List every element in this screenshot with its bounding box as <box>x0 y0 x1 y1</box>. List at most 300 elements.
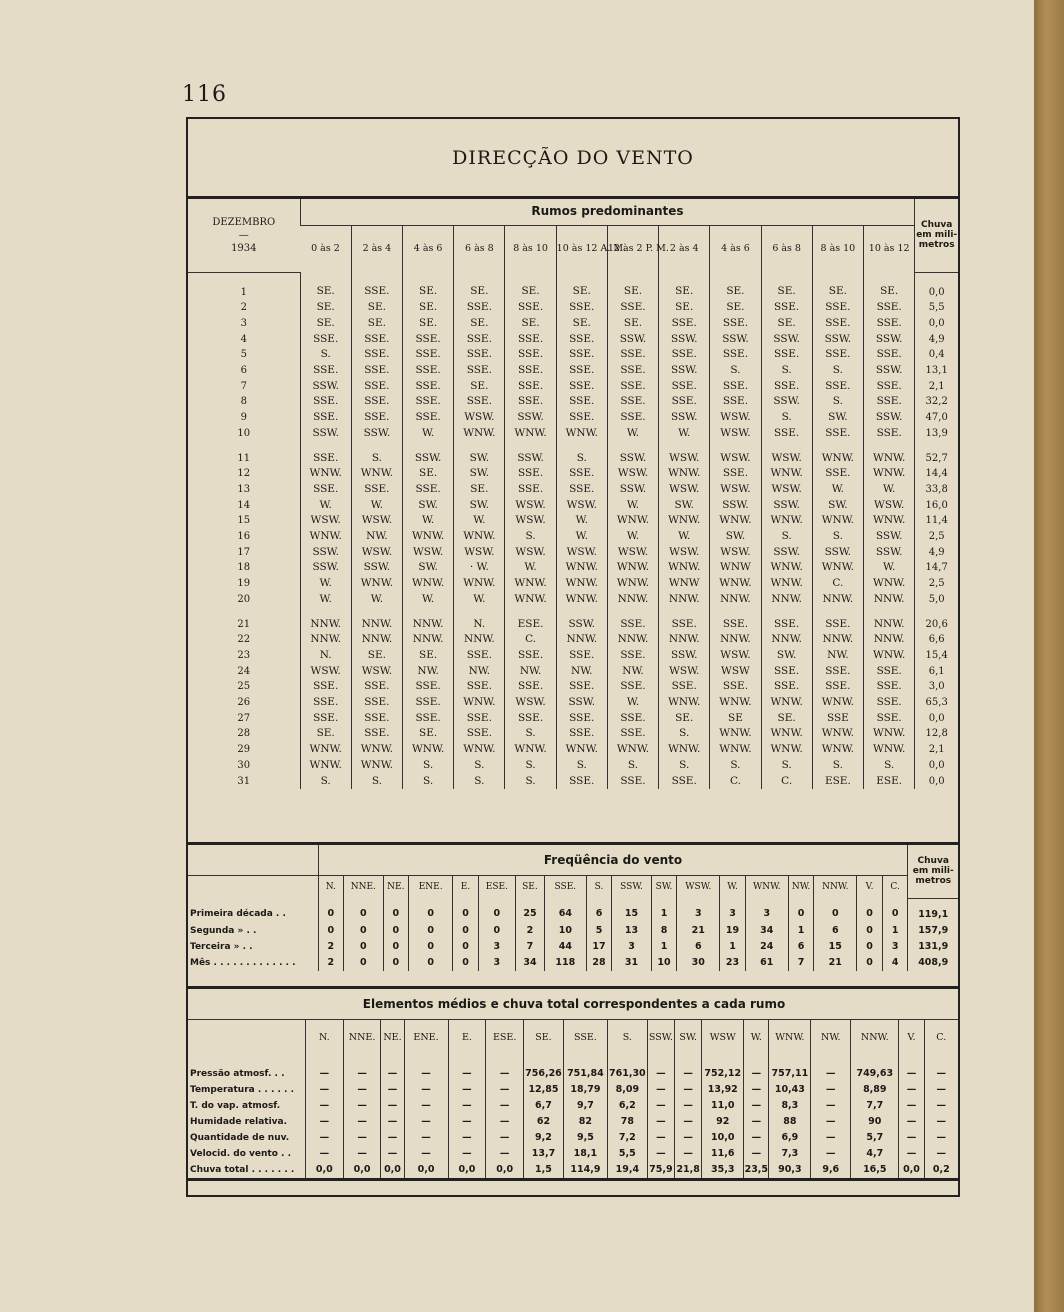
wind-direction-cell: SE. <box>659 272 710 300</box>
day-number: 11 <box>237 452 251 464</box>
averages-value: 35,3 <box>702 1162 744 1180</box>
averages-direction-header: NNW. <box>851 1020 899 1057</box>
averages-value: — <box>647 1114 674 1130</box>
month-header <box>188 199 300 272</box>
gap-cell <box>915 442 958 451</box>
page-number: 116 <box>182 82 227 107</box>
gap-cell <box>761 442 812 451</box>
wind-direction-cell: SSE. <box>403 394 454 410</box>
wind-direction-cell: C. <box>761 774 812 790</box>
wind-direction-cell: W. <box>351 498 402 514</box>
wind-direction-cell: SSE. <box>761 426 812 442</box>
averages-value: 5,7 <box>851 1130 899 1146</box>
wind-direction-cell: W. <box>300 592 351 608</box>
gap-cell <box>915 608 958 617</box>
wind-direction-cell: SSE. <box>403 332 454 348</box>
wind-direction-cell: SSE. <box>556 482 607 498</box>
frequency-row-label: Primeira década . . <box>190 909 286 920</box>
wind-direction-cell: SE. <box>403 300 454 316</box>
page-title: DIRECÇÃO DO VENTO <box>452 147 694 169</box>
wind-direction-cell: SSE. <box>454 679 505 695</box>
frequency-direction-header: E. <box>453 876 479 899</box>
wind-direction-cell: W. <box>863 560 914 576</box>
wind-direction-cell: NNW. <box>351 617 402 633</box>
wind-direction-cell: SSW. <box>300 560 351 576</box>
averages-row-label: Velocid. do vento . . <box>190 1149 291 1159</box>
wind-direction-cell: W. <box>556 513 607 529</box>
wind-direction-cell: SSE. <box>761 379 812 395</box>
day-number: 3 <box>240 317 247 329</box>
averages-value: — <box>404 1098 448 1114</box>
wind-direction-cell: W. <box>505 560 556 576</box>
averages-row <box>188 1098 958 1114</box>
wind-direction-cell: S. <box>505 758 556 774</box>
wind-direction-cell: WNW. <box>659 513 710 529</box>
wind-direction-cell: W. <box>812 482 863 498</box>
day-number: 2 <box>240 302 247 314</box>
wind-direction-cell: SSE. <box>351 394 402 410</box>
averages-value: 9,7 <box>563 1098 607 1114</box>
averages-value: — <box>305 1146 343 1162</box>
day-number: 6 <box>240 365 247 377</box>
wind-direction-cell: SSE <box>812 711 863 727</box>
day-number: 18 <box>237 562 251 574</box>
averages-title: Elementos médios e chuva total correspondentes a cada rumo <box>362 997 786 1011</box>
averages-value: — <box>448 1130 486 1146</box>
wind-direction-cell: WSW. <box>710 648 761 664</box>
day-row <box>188 632 958 648</box>
day-row <box>188 742 958 758</box>
wind-direction-cell: SSE. <box>300 363 351 379</box>
rain-cell: 32,2 <box>915 394 958 410</box>
gap-cell <box>659 608 710 617</box>
book-spine <box>1034 0 1064 1312</box>
averages-direction-header: WNW. <box>769 1020 811 1057</box>
wind-direction-table <box>188 199 958 789</box>
wind-direction-cell: SSE. <box>607 410 658 426</box>
wind-direction-cell: WNW. <box>710 513 761 529</box>
wind-direction-cell: SSE. <box>556 726 607 742</box>
day-number: 27 <box>237 712 251 724</box>
wind-direction-cell: SSE. <box>710 316 761 332</box>
wind-direction-cell: SSE. <box>812 664 863 680</box>
wind-direction-cell: SSE. <box>761 347 812 363</box>
wind-direction-cell: S. <box>863 758 914 774</box>
wind-direction-cell: WSW. <box>710 482 761 498</box>
averages-value: 16,5 <box>851 1162 899 1180</box>
frequency-value: 0 <box>409 939 453 955</box>
averages-value: — <box>486 1130 524 1146</box>
wind-direction-cell: SSW. <box>659 410 710 426</box>
wind-direction-cell: SSW. <box>659 648 710 664</box>
frequency-direction-header: NE. <box>383 876 409 899</box>
wind-direction-cell: NNW. <box>863 592 914 608</box>
frequency-rain: 408,9 <box>908 955 958 971</box>
frequency-rain: 131,9 <box>908 939 958 955</box>
averages-row <box>188 1146 958 1162</box>
frequency-value: 34 <box>745 923 788 939</box>
averages-value: — <box>305 1098 343 1114</box>
day-number: 25 <box>237 681 251 693</box>
wind-direction-cell: NNW. <box>403 617 454 633</box>
wind-direction-cell: SSE. <box>454 648 505 664</box>
wind-direction-cell: SSE. <box>812 617 863 633</box>
averages-value: — <box>381 1082 404 1098</box>
averages-value: — <box>486 1082 524 1098</box>
wind-direction-cell: WSW. <box>607 545 658 561</box>
averages-value: — <box>305 1082 343 1098</box>
wind-direction-cell: SE. <box>454 272 505 300</box>
wind-direction-cell: SW. <box>812 498 863 514</box>
gap-cell <box>607 608 658 617</box>
wind-direction-cell: SSE. <box>659 316 710 332</box>
frequency-value: 0 <box>478 898 515 923</box>
frequency-value: 10 <box>544 923 586 939</box>
wind-direction-cell: S. <box>351 774 402 790</box>
frequency-rain: 119,1 <box>908 898 958 923</box>
wind-direction-cell: SSE. <box>863 300 914 316</box>
wind-direction-cell: WSW. <box>556 545 607 561</box>
day-number: 31 <box>237 775 251 787</box>
averages-row-label: Humidade relativa. <box>190 1117 288 1127</box>
rain-cell: 4,9 <box>915 332 958 348</box>
wind-direction-cell: C. <box>710 774 761 790</box>
wind-direction-cell: SSE. <box>403 379 454 395</box>
averages-value: 757,11 <box>769 1056 811 1082</box>
averages-value: — <box>305 1056 343 1082</box>
day-row <box>188 513 958 529</box>
frequency-value: 3 <box>612 939 651 955</box>
wind-direction-cell: SSE. <box>812 316 863 332</box>
wind-direction-cell: SSE. <box>300 711 351 727</box>
day-row <box>188 347 958 363</box>
averages-value: — <box>675 1056 702 1082</box>
wind-direction-cell: WSW. <box>505 498 556 514</box>
wind-direction-cell: WNW. <box>812 742 863 758</box>
frequency-value: 19 <box>720 923 746 939</box>
wind-direction-cell: W. <box>351 592 402 608</box>
averages-value: — <box>811 1146 851 1162</box>
wind-direction-cell: SSE. <box>607 648 658 664</box>
averages-value: — <box>647 1082 674 1098</box>
wind-direction-cell: SSE. <box>863 379 914 395</box>
gap-cell <box>659 442 710 451</box>
wind-direction-cell: SW. <box>454 466 505 482</box>
averages-direction-header: E. <box>448 1020 486 1057</box>
frequency-value: 3 <box>478 939 515 955</box>
wind-direction-cell: S. <box>812 363 863 379</box>
frequency-direction-header: V. <box>857 876 883 899</box>
averages-value: 0,0 <box>899 1162 924 1180</box>
averages-value: — <box>899 1146 924 1162</box>
frequency-value: 118 <box>544 955 586 971</box>
wind-direction-cell: W. <box>556 529 607 545</box>
frequency-value: 0 <box>453 955 479 971</box>
wind-direction-cell: S. <box>710 363 761 379</box>
wind-direction-cell: SE. <box>761 272 812 300</box>
averages-value: — <box>647 1056 674 1082</box>
averages-value: — <box>404 1130 448 1146</box>
averages-value: — <box>305 1114 343 1130</box>
wind-direction-cell: WSW. <box>761 451 812 467</box>
frequency-value: 0 <box>814 898 857 923</box>
frequency-value: 21 <box>814 955 857 971</box>
wind-direction-cell: SW. <box>454 498 505 514</box>
frequency-value: 64 <box>544 898 586 923</box>
wind-direction-cell: SE. <box>812 272 863 300</box>
wind-direction-cell: WNW. <box>710 576 761 592</box>
averages-value: — <box>675 1082 702 1098</box>
wind-direction-cell: SSE. <box>607 394 658 410</box>
wind-direction-cell: SSE. <box>454 394 505 410</box>
averages-direction-header: C. <box>924 1020 958 1057</box>
wind-direction-cell: WNW. <box>659 466 710 482</box>
averages-value: — <box>924 1146 958 1162</box>
frequency-value: 0 <box>409 898 453 923</box>
wind-direction-cell: WSW. <box>351 545 402 561</box>
averages-value: 756,26 <box>524 1056 564 1082</box>
wind-direction-cell: SE. <box>403 466 454 482</box>
wind-direction-cell: SW. <box>710 529 761 545</box>
averages-row <box>188 1130 958 1146</box>
wind-direction-cell: SE. <box>761 316 812 332</box>
wind-direction-cell: SSE. <box>607 726 658 742</box>
day-row <box>188 332 958 348</box>
day-row <box>188 272 958 300</box>
wind-direction-cell: SSE. <box>454 363 505 379</box>
frequency-value: 3 <box>720 898 746 923</box>
wind-direction-cell: S. <box>761 529 812 545</box>
averages-value: 90 <box>851 1114 899 1130</box>
wind-direction-cell: SSE. <box>607 774 658 790</box>
wind-direction-cell: SSE. <box>659 774 710 790</box>
wind-direction-cell: WNW. <box>761 695 812 711</box>
wind-direction-cell: WNW. <box>761 576 812 592</box>
wind-direction-cell: SSE. <box>863 347 914 363</box>
frequency-table <box>188 842 958 971</box>
frequency-value: 28 <box>586 955 612 971</box>
frequency-direction-header: WSW. <box>677 876 720 899</box>
wind-direction-cell: W. <box>454 592 505 608</box>
frequency-value: 0 <box>857 939 883 955</box>
frequency-value: 0 <box>453 939 479 955</box>
wind-direction-cell: WNW. <box>300 529 351 545</box>
wind-direction-cell: SSE. <box>710 379 761 395</box>
wind-direction-cell: SSE. <box>454 300 505 316</box>
wind-direction-cell: WNW. <box>505 742 556 758</box>
wind-direction-cell: SW. <box>761 648 812 664</box>
year-label: 1934 <box>231 242 257 254</box>
wind-direction-cell: NW. <box>812 648 863 664</box>
wind-direction-cell: SE. <box>454 316 505 332</box>
gap-cell <box>812 608 863 617</box>
frequency-direction-header: W. <box>720 876 746 899</box>
rain-cell: 5,5 <box>915 300 958 316</box>
wind-direction-cell: SSW. <box>863 410 914 426</box>
day-row <box>188 758 958 774</box>
wind-direction-cell: SSE. <box>659 617 710 633</box>
averages-value: — <box>744 1146 769 1162</box>
wind-direction-cell: SSE. <box>403 695 454 711</box>
wind-direction-cell: SSE. <box>505 466 556 482</box>
wind-direction-cell: SSE. <box>300 394 351 410</box>
wind-direction-cell: NNW. <box>403 632 454 648</box>
wind-direction-cell: S. <box>351 451 402 467</box>
frequency-value: 0 <box>344 923 383 939</box>
frequency-value: 0 <box>478 923 515 939</box>
day-row <box>188 560 958 576</box>
wind-direction-cell: SSE. <box>607 347 658 363</box>
frequency-direction-header: NNE. <box>344 876 383 899</box>
averages-value: — <box>647 1146 674 1162</box>
wind-direction-cell: SE. <box>351 316 402 332</box>
rain-cell: 3,0 <box>915 679 958 695</box>
frequency-value: 2 <box>318 955 344 971</box>
averages-value: 18,1 <box>563 1146 607 1162</box>
wind-direction-cell: S. <box>659 726 710 742</box>
frequency-direction-header: C. <box>882 876 908 899</box>
day-number: 24 <box>237 665 251 677</box>
wind-direction-cell: WSW. <box>403 545 454 561</box>
wind-direction-cell: WSW. <box>300 664 351 680</box>
averages-value: — <box>486 1146 524 1162</box>
wind-direction-cell: WNW. <box>556 592 607 608</box>
wind-direction-cell: WNW. <box>351 742 402 758</box>
wind-direction-cell: S. <box>659 758 710 774</box>
frequency-value: 0 <box>344 955 383 971</box>
frequency-value: 24 <box>745 939 788 955</box>
averages-value: — <box>486 1098 524 1114</box>
wind-direction-cell: NNW. <box>351 632 402 648</box>
rain-cell: 13,9 <box>915 426 958 442</box>
wind-direction-cell: SSE. <box>505 679 556 695</box>
wind-direction-cell: SSW. <box>556 617 607 633</box>
wind-direction-cell: WNW. <box>300 742 351 758</box>
wind-direction-cell: WSW. <box>863 498 914 514</box>
averages-value: 88 <box>769 1114 811 1130</box>
averages-value: — <box>647 1130 674 1146</box>
frequency-value: 31 <box>612 955 651 971</box>
wind-direction-cell: SSW. <box>761 545 812 561</box>
wind-direction-cell: SSE. <box>607 300 658 316</box>
wind-direction-cell: S. <box>454 758 505 774</box>
frequency-value: 61 <box>745 955 788 971</box>
frequency-row-label: Terceira » . . <box>190 941 253 952</box>
wind-direction-cell: SSE. <box>351 711 402 727</box>
wind-direction-cell: SW. <box>403 560 454 576</box>
averages-direction-header: W. <box>744 1020 769 1057</box>
frequency-value: 0 <box>857 955 883 971</box>
wind-direction-cell: SSE. <box>403 410 454 426</box>
day-row <box>188 529 958 545</box>
wind-direction-cell: SSE. <box>607 679 658 695</box>
averages-value: 0,0 <box>381 1162 404 1180</box>
rain-cell: 20,6 <box>915 617 958 633</box>
day-number: 29 <box>237 744 251 756</box>
averages-direction-header: S. <box>607 1020 647 1057</box>
averages-direction-header: NW. <box>811 1020 851 1057</box>
averages-value: — <box>744 1056 769 1082</box>
wind-direction-cell: SSW. <box>505 410 556 426</box>
wind-direction-cell: SE. <box>556 272 607 300</box>
wind-direction-cell: SSE. <box>863 394 914 410</box>
frequency-direction-header: SE. <box>515 876 544 899</box>
frequency-value: 0 <box>453 898 479 923</box>
wind-direction-cell: NNW. <box>454 632 505 648</box>
averages-direction-header: SE. <box>524 1020 564 1057</box>
wind-direction-cell: SSE. <box>403 679 454 695</box>
day-number: 7 <box>240 380 247 392</box>
averages-value: — <box>811 1098 851 1114</box>
wind-direction-cell: SSW. <box>300 379 351 395</box>
averages-value: — <box>811 1130 851 1146</box>
averages-value: 9,5 <box>563 1130 607 1146</box>
gap-cell <box>863 608 914 617</box>
averages-value: — <box>811 1082 851 1098</box>
wind-direction-cell: C. <box>812 576 863 592</box>
averages-value: 5,5 <box>607 1146 647 1162</box>
gap-cell <box>710 442 761 451</box>
time-slot-header: 10 às 12 <box>863 226 914 273</box>
wind-direction-cell: SSE. <box>403 363 454 379</box>
frequency-value: 0 <box>383 898 409 923</box>
rain-cell: 15,4 <box>915 648 958 664</box>
wind-direction-cell: SSE. <box>863 679 914 695</box>
wind-direction-cell: SSE. <box>761 617 812 633</box>
wind-direction-cell: SSE. <box>351 482 402 498</box>
averages-corner <box>188 1020 305 1057</box>
day-number: 5 <box>240 349 247 361</box>
wind-direction-cell: NNW. <box>607 592 658 608</box>
day-row <box>188 576 958 592</box>
averages-value: 8,3 <box>769 1098 811 1114</box>
wind-direction-cell: SSE. <box>556 711 607 727</box>
wind-direction-cell: WNW. <box>505 592 556 608</box>
frequency-value: 0 <box>383 923 409 939</box>
wind-direction-cell: W. <box>403 592 454 608</box>
day-row <box>188 664 958 680</box>
wind-direction-cell: SE. <box>403 272 454 300</box>
wind-direction-cell: ESE. <box>505 617 556 633</box>
wind-direction-cell: SSW. <box>300 426 351 442</box>
wind-direction-cell: NNW. <box>812 632 863 648</box>
rain-cell: 47,0 <box>915 410 958 426</box>
averages-value: — <box>924 1114 958 1130</box>
averages-direction-header: SW. <box>675 1020 702 1057</box>
averages-value: 21,8 <box>675 1162 702 1180</box>
wind-direction-cell: WNW. <box>607 513 658 529</box>
wind-direction-cell: SSW. <box>710 332 761 348</box>
wind-direction-cell: SSE. <box>505 648 556 664</box>
time-slot-header: 8 às 10 <box>505 226 556 273</box>
frequency-value: 13 <box>612 923 651 939</box>
wind-direction-cell: SE. <box>300 300 351 316</box>
wind-direction-cell: SE. <box>863 272 914 300</box>
wind-direction-cell: WSW. <box>351 513 402 529</box>
averages-value: — <box>343 1114 381 1130</box>
wind-direction-cell: SSE. <box>863 316 914 332</box>
wind-direction-cell: WNW. <box>761 466 812 482</box>
wind-direction-cell: WSW. <box>761 482 812 498</box>
wind-direction-cell: NNW. <box>710 632 761 648</box>
wind-direction-cell: SSE. <box>505 363 556 379</box>
frequency-value: 6 <box>788 939 814 955</box>
averages-value: 0,0 <box>404 1162 448 1180</box>
time-slot-header: 4 às 6 <box>710 226 761 273</box>
gap-cell <box>188 608 300 617</box>
wind-direction-cell: SSE. <box>300 482 351 498</box>
averages-value: 62 <box>524 1114 564 1130</box>
